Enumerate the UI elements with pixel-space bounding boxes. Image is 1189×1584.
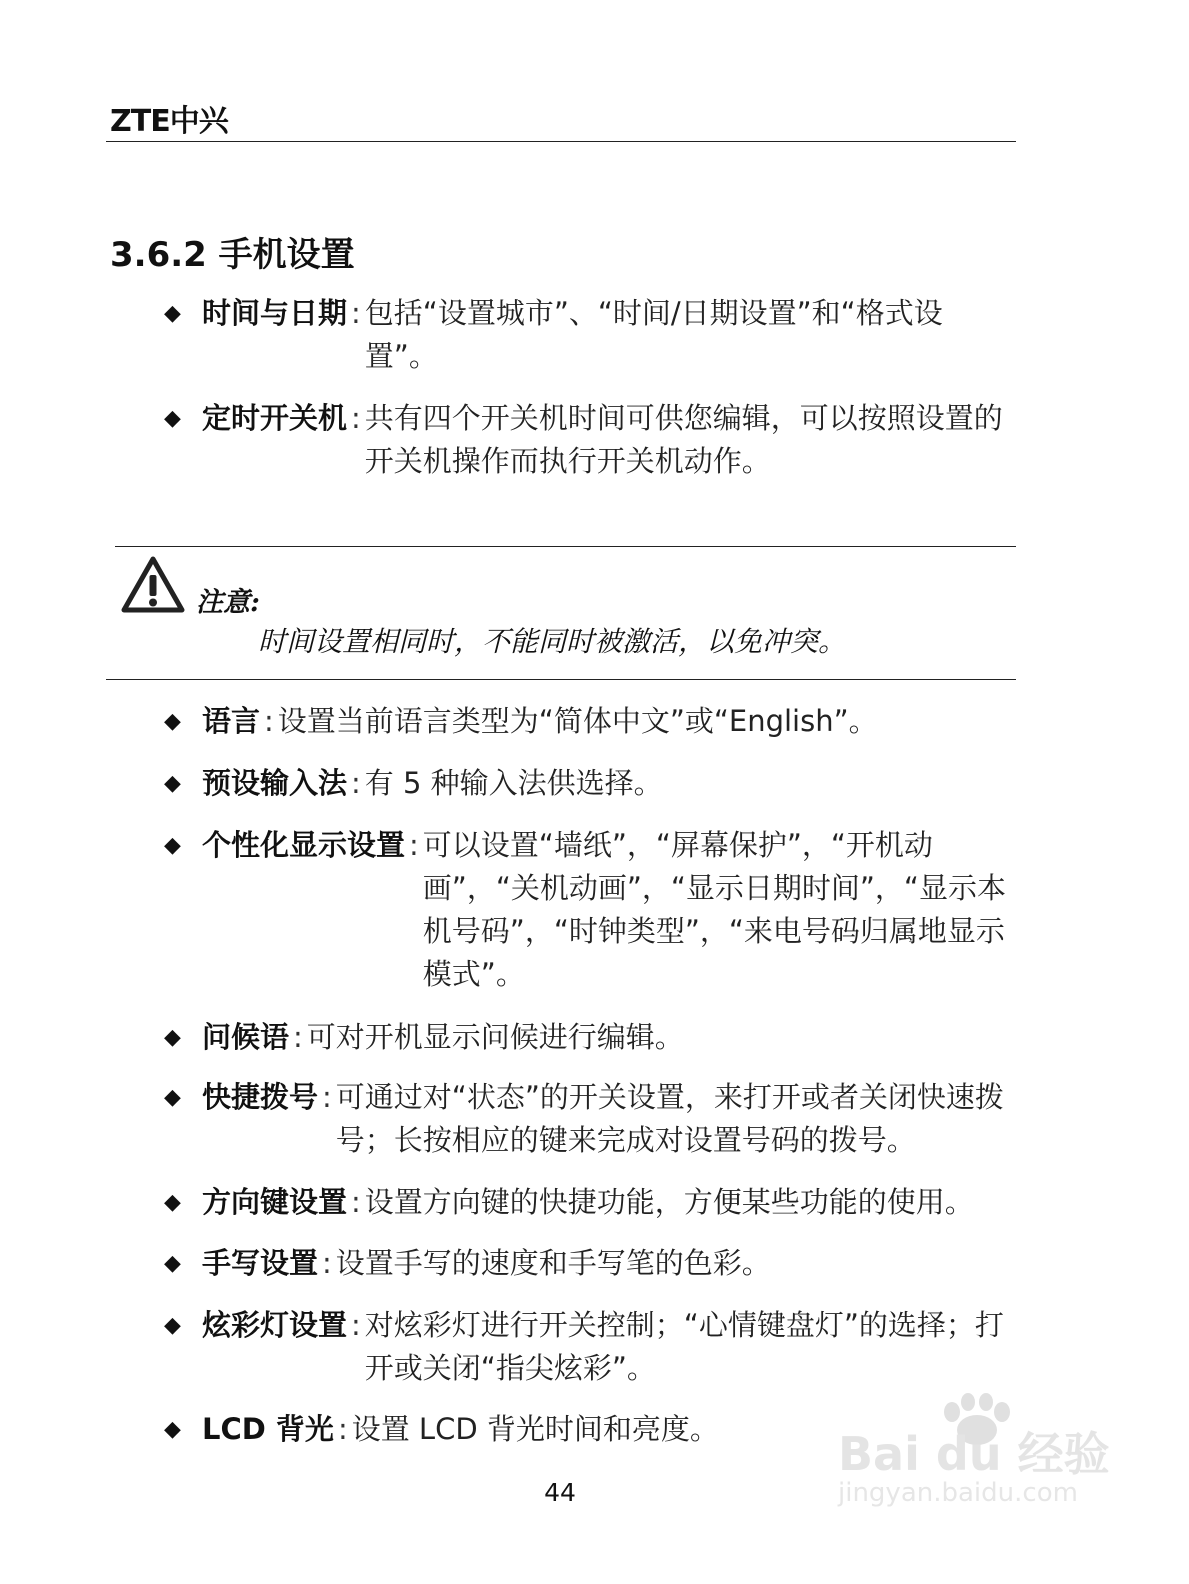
- diamond-bullet-icon: ◆: [164, 301, 181, 326]
- item-term: 手写设置: [202, 1246, 319, 1280]
- item-desc: 可通过对“状态”的开关设置，来打开或者关闭快速拨号；长按相应的键来完成对设置号码的拨号。: [335, 1080, 1004, 1157]
- diamond-bullet-icon: ◆: [164, 709, 181, 734]
- item-desc: 可对开机显示问候进行编辑。: [306, 1020, 684, 1054]
- baidu-watermark: [832, 1390, 1112, 1530]
- list-item: ◆ 语言 : 设置当前语言类型为“简体中文”或“English”。: [164, 700, 1014, 743]
- item-term: 炫彩灯设置: [202, 1308, 348, 1342]
- item-term: 方向键设置: [202, 1185, 348, 1219]
- item-term: 语言: [202, 704, 261, 738]
- item-desc: 对炫彩灯进行开关控制；“心情键盘灯”的选择；打开或关闭“指尖炫彩”。: [364, 1308, 1004, 1385]
- diamond-bullet-icon: ◆: [164, 771, 181, 796]
- item-term: 快捷拨号: [202, 1080, 319, 1114]
- item-term: 预设输入法: [202, 766, 348, 800]
- list-item: ◆ 定时开关机 : 共有四个开关机时间可供您编辑，可以按照设置的开关机操作而执行开关机动作。: [164, 397, 1014, 483]
- diamond-bullet-icon: ◆: [164, 1417, 181, 1442]
- diamond-bullet-icon: ◆: [164, 406, 181, 431]
- item-desc: 有 5 种输入法供选择。: [364, 766, 663, 800]
- list-item: ◆ 时间与日期 : 包括“设置城市”、“时间/日期设置”和“格式设置”。: [164, 292, 1014, 378]
- list-item: ◆ 方向键设置 : 设置方向键的快捷功能，方便某些功能的使用。: [164, 1181, 1014, 1224]
- diamond-bullet-icon: ◆: [164, 1251, 181, 1276]
- item-desc: 设置方向键的快捷功能，方便某些功能的使用。: [364, 1185, 974, 1219]
- watermark-url: jingyan.baidu.com: [838, 1478, 1078, 1508]
- diamond-bullet-icon: ◆: [164, 1313, 181, 1338]
- item-desc: 可以设置“墙纸”，“屏幕保护”，“开机动画”，“关机动画”，“显示日期时间”，“显示本机号码”，“时钟类型”，“来电号码归属地显示模式”。: [422, 828, 1006, 991]
- note-bottom-rule: [106, 679, 1016, 680]
- item-desc: 共有四个开关机时间可供您编辑，可以按照设置的开关机操作而执行开关机动作。: [364, 401, 1003, 478]
- note-top-rule: [115, 546, 1016, 547]
- item-desc: 设置 LCD 背光时间和亮度。: [351, 1412, 719, 1446]
- header-rule: [106, 141, 1016, 142]
- watermark-brand: Bai du 经验: [838, 1427, 1110, 1481]
- item-desc: 设置当前语言类型为“简体中文”或“English”。: [277, 704, 878, 738]
- section-title: 3.6.2 手机设置: [110, 235, 355, 275]
- list-item: ◆ 预设输入法 : 有 5 种输入法供选择。: [164, 762, 1014, 805]
- diamond-bullet-icon: ◆: [164, 833, 181, 858]
- diamond-bullet-icon: ◆: [164, 1190, 181, 1215]
- zte-logo: ZTE中兴: [110, 104, 228, 139]
- list-item: ◆ LCD 背光 : 设置 LCD 背光时间和亮度。: [164, 1408, 1014, 1451]
- list-item: ◆ 快捷拨号 : 可通过对“状态”的开关设置，来打开或者关闭快速拨号；长按相应的键来完成对设置号码的拨号。: [164, 1076, 1014, 1162]
- list-item: ◆ 炫彩灯设置 : 对炫彩灯进行开关控制；“心情键盘灯”的选择；打开或关闭“指尖炫彩”。: [164, 1304, 1014, 1390]
- item-desc: 设置手写的速度和手写笔的色彩。: [335, 1246, 771, 1280]
- item-term: 定时开关机: [202, 401, 348, 435]
- page-number: 44: [544, 1478, 576, 1507]
- item-desc: 包括“设置城市”、“时间/日期设置”和“格式设置”。: [364, 296, 943, 373]
- note-text: 时间设置相同时，不能同时被激活，以免冲突。: [258, 625, 847, 658]
- item-term: 时间与日期: [202, 296, 348, 330]
- warning-icon: [121, 556, 185, 618]
- diamond-bullet-icon: ◆: [164, 1085, 181, 1110]
- note-label: 注意:: [196, 587, 260, 618]
- item-term: LCD 背光: [202, 1412, 334, 1446]
- diamond-bullet-icon: ◆: [164, 1025, 181, 1050]
- list-item: ◆ 问候语 : 可对开机显示问候进行编辑。: [164, 1016, 1014, 1059]
- item-term: 问候语: [202, 1020, 290, 1054]
- item-term: 个性化显示设置: [202, 828, 406, 862]
- list-item: ◆ 个性化显示设置 : 可以设置“墙纸”，“屏幕保护”，“开机动画”，“关机动画”，“显示日期时间”，“显示本机号码”，“时钟类型”，“来电号码归属地显示模式”。: [164, 824, 1014, 996]
- list-item: ◆ 手写设置 : 设置手写的速度和手写笔的色彩。: [164, 1242, 1014, 1285]
